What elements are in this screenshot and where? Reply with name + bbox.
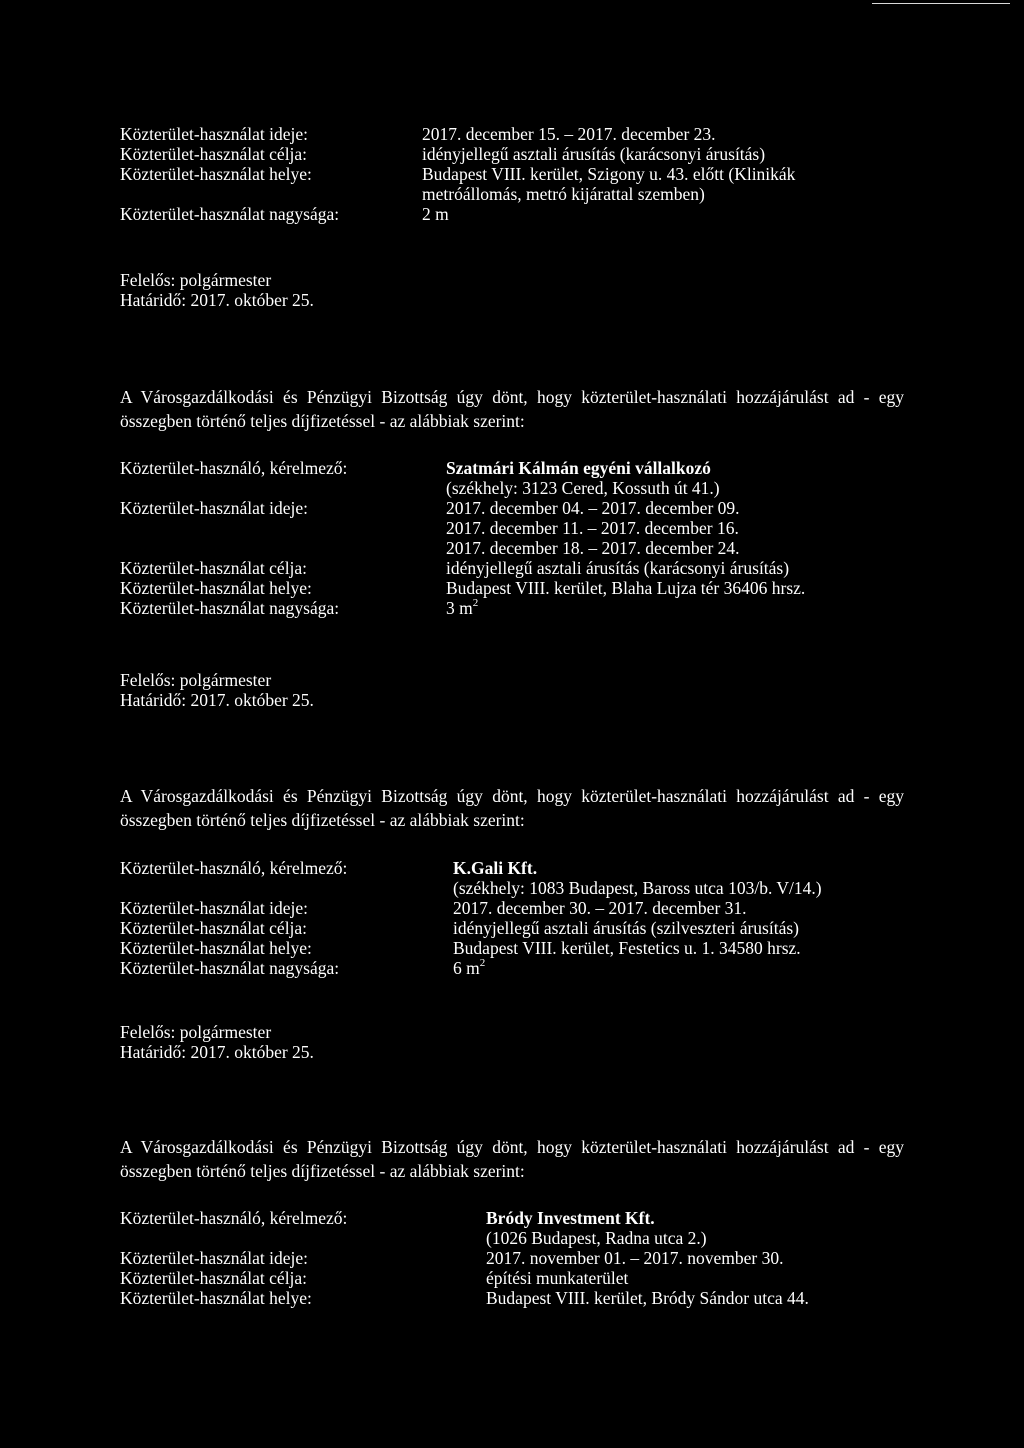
section-4-intro: A Városgazdálkodási és Pénzügyi Bizottság úgy dönt, hogy közterület-használati hozzájárulást ad - egy összegben történő teljes díjfizetéssel - az alábbiak szerint: — [120, 1137, 904, 1181]
field-label: Közterület-használat célja: — [120, 918, 308, 938]
field-label: Közterület-használó, kérelmező: — [120, 458, 348, 478]
field-value — [446, 518, 910, 538]
field-value — [453, 878, 910, 898]
field-label: Közterület-használat helye: — [120, 164, 312, 184]
field-value — [422, 184, 910, 204]
field-label — [120, 538, 446, 558]
section-3-responsibility — [120, 1022, 314, 1062]
field-value — [453, 918, 910, 938]
field-value — [446, 478, 910, 498]
field-label: Közterület-használat ideje: — [120, 498, 309, 518]
unit-exponent: 2 — [472, 597, 479, 610]
field-label — [120, 518, 446, 538]
section-2-intro: A Városgazdálkodási és Pénzügyi Bizottság úgy dönt, hogy közterület-használati hozzájárulást ad - egy összegben történő teljes díjfizetéssel - az alábbiak szerint: — [120, 387, 904, 431]
field-value — [453, 898, 910, 918]
field-value-text: 2017. december 11. – 2017. december 16. — [446, 518, 739, 538]
field-label — [120, 1228, 486, 1248]
field-value — [422, 144, 910, 164]
field-value-text: 2017. december 04. – 2017. december 09. — [446, 498, 740, 518]
field-value-text: 2017. december 18. – 2017. december 24. — [446, 538, 740, 558]
field-value-text: 3 m — [446, 598, 473, 618]
field-label — [120, 184, 422, 204]
field-label: Közterület-használat helye: — [120, 1288, 312, 1308]
field-value-text: K.Gali Kft. — [453, 858, 538, 878]
section-2-responsibility — [120, 670, 314, 710]
hatarido-line: Határidő: 2017. október 25. — [120, 1042, 314, 1062]
field-label: Közterület-használat célja: — [120, 1268, 308, 1288]
section-3-table — [120, 858, 910, 978]
field-label: Közterület-használat ideje: — [120, 898, 309, 918]
field-value-text: 2 m — [422, 204, 449, 224]
field-label — [120, 478, 446, 498]
field-value — [486, 1268, 910, 1288]
felelos-line: Felelős: polgármester — [120, 1022, 272, 1042]
field-value — [446, 598, 910, 618]
top-rule — [872, 3, 1010, 4]
hatarido-line: Határidő: 2017. október 25. — [120, 690, 314, 710]
field-value — [446, 538, 910, 558]
field-label: Közterület-használat helye: — [120, 938, 312, 958]
field-value — [446, 578, 910, 598]
field-label: Közterület-használat helye: — [120, 578, 312, 598]
field-value — [486, 1248, 910, 1268]
field-value — [422, 204, 910, 224]
field-value — [446, 498, 910, 518]
field-label: Közterület-használó, kérelmező: — [120, 858, 348, 878]
section-3-intro: A Városgazdálkodási és Pénzügyi Bizottság úgy dönt, hogy közterület-használati hozzájárulást ad - egy összegben történő teljes díjfizetéssel - az alábbiak szerint: — [120, 786, 904, 830]
field-value-text: Budapest VIII. kerület, Blaha Lujza tér 36406 hrsz. — [446, 578, 806, 598]
section-4-table — [120, 1208, 910, 1308]
field-label: Közterület-használó, kérelmező: — [120, 1208, 348, 1228]
field-value — [453, 938, 910, 958]
field-value — [486, 1288, 910, 1308]
hatarido-line: Határidő: 2017. október 25. — [120, 290, 314, 310]
section-2-table — [120, 458, 910, 618]
field-value-text: Budapest VIII. kerület, Festetics u. 1. 34580 hrsz. — [453, 938, 801, 958]
field-value-text: metróállomás, metró kijárattal szemben) — [422, 184, 705, 204]
field-value-text: Budapest VIII. kerület, Szigony u. 43. előtt (Klinikák — [422, 164, 796, 184]
field-value — [422, 124, 910, 144]
field-label: Közterület-használat ideje: — [120, 124, 309, 144]
field-value — [453, 958, 910, 978]
field-label: Közterület-használat nagysága: — [120, 598, 340, 618]
field-value-text: 6 m — [453, 958, 480, 978]
field-label: Közterület-használat célja: — [120, 558, 308, 578]
field-value-text: Bródy Investment Kft. — [486, 1208, 655, 1228]
field-value-text: (székhely: 3123 Cered, Kossuth út 41.) — [446, 478, 720, 498]
field-value-text: 2017. december 30. – 2017. december 31. — [453, 898, 747, 918]
applicant-name — [486, 1208, 910, 1228]
field-value-text: Szatmári Kálmán egyéni vállalkozó — [446, 458, 711, 478]
field-value-text: 2017. december 15. – 2017. december 23. — [422, 124, 716, 144]
section-1-table — [120, 124, 910, 224]
field-value-text: idényjellegű asztali árusítás (szilveszteri árusítás) — [453, 918, 799, 938]
felelos-line: Felelős: polgármester — [120, 270, 272, 290]
field-label: Közterület-használat célja: — [120, 144, 308, 164]
field-value — [422, 164, 910, 184]
felelos-line: Felelős: polgármester — [120, 670, 272, 690]
field-value-text: (székhely: 1083 Budapest, Baross utca 103/b. V/14.) — [453, 878, 822, 898]
applicant-name — [446, 458, 910, 478]
field-value-text: Budapest VIII. kerület, Bródy Sándor utca 44. — [486, 1288, 809, 1308]
field-label: Közterület-használat ideje: — [120, 1248, 309, 1268]
field-value-text: idényjellegű asztali árusítás (karácsonyi árusítás) — [422, 144, 766, 164]
field-value-text: építési munkaterület — [486, 1268, 629, 1288]
field-value — [446, 558, 910, 578]
field-label: Közterület-használat nagysága: — [120, 204, 340, 224]
unit-exponent: 2 — [479, 957, 486, 970]
field-label: Közterület-használat nagysága: — [120, 958, 340, 978]
field-value-text: 2017. november 01. – 2017. november 30. — [486, 1248, 784, 1268]
field-label — [120, 878, 453, 898]
field-value-text: (1026 Budapest, Radna utca 2.) — [486, 1228, 707, 1248]
applicant-name — [453, 858, 910, 878]
field-value-text: idényjellegű asztali árusítás (karácsonyi árusítás) — [446, 558, 790, 578]
field-value — [486, 1228, 910, 1248]
section-1-responsibility — [120, 270, 314, 310]
